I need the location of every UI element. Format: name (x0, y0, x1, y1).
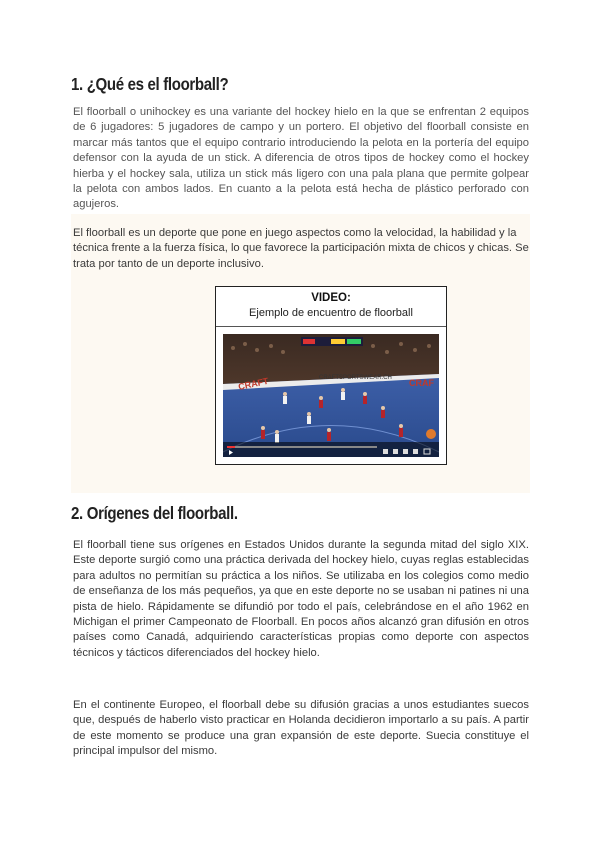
section-1-highlight-paragraph: El floorball es un deporte que pone en juego aspectos como la velocidad, la habilidad y la técnica frente a la fuerza física, lo que favorece la participación mixta de chicos y chicas. Se trata por tanto de un deporte inclusivo. (73, 227, 529, 270)
video-thumbnail (223, 334, 439, 457)
svg-text:CRAFTSPORTSWEAR.CH: CRAFTSPORTSWEAR.CH (319, 375, 392, 381)
section-1-paragraph: El floorball o unihockey es una variante del hockey hielo en la que se enfrentan 2 equipos de 6 jugadores: 5 jugadores de campo y un portero. El objetivo del floorball consiste en marcar más tantos que el equipo contrario introduciendo la pelota en la portería del equipo defensor con la ayuda de un stick. A diferencia de otros tipos de hockey como el hockey hierba y el hockey sala, utiliza un stick más ligero con una pala plana que permite golpear la pelota con ambos lados. En cuanto a la pelota está hecha de plástico perforado con agujeros. (73, 106, 529, 211)
section-2-paragraph-2: En el continente Europeo, el floorball debe su difusión gracias a unos estudiantes suecos que, después de haberlo visto practicar en Holanda decidieron importarlo a su país. A partir de este momento se produce una gran expansión de este deporte. Suecia constituye el principal impulsor del mismo. (73, 699, 529, 758)
video-player[interactable] (223, 334, 439, 457)
section-1-heading: 1. ¿Qué es el floorball? (71, 74, 229, 94)
video-title: VIDEO: (311, 292, 351, 304)
section-2-heading: 2. Orígenes del floorball. (71, 503, 238, 523)
video-subtitle: Ejemplo de encuentro de floorball (249, 307, 413, 319)
video-divider (216, 326, 446, 327)
svg-text:CRAF: CRAF (409, 378, 434, 388)
video-embed-box (215, 286, 447, 465)
svg-text:CRAFT: CRAFT (237, 375, 270, 392)
section-2-paragraph-1: El floorball tiene sus orígenes en Estados Unidos durante la segunda mitad del siglo XIX. Este deporte surgió como una práctica derivada del hockey hielo, cuyas reglas establecidas para adultos no permitían su práctica a los niños. Se utilizaba en los colegios como medio de enseñanza de los más pequeños, ya que en este deporte no se usaban ni patines ni una pista de hielo. Rápidamente se difundió por todo el país, celebrándose en el año 1962 en Michigan el primer Campeonato de Floorball. En pocos años alcanzó gran difusión en otros países como Canadá, adquiriendo características propias como deporte con aspectos técnicos y tácticos diferenciados del hockey hielo. (73, 539, 529, 659)
